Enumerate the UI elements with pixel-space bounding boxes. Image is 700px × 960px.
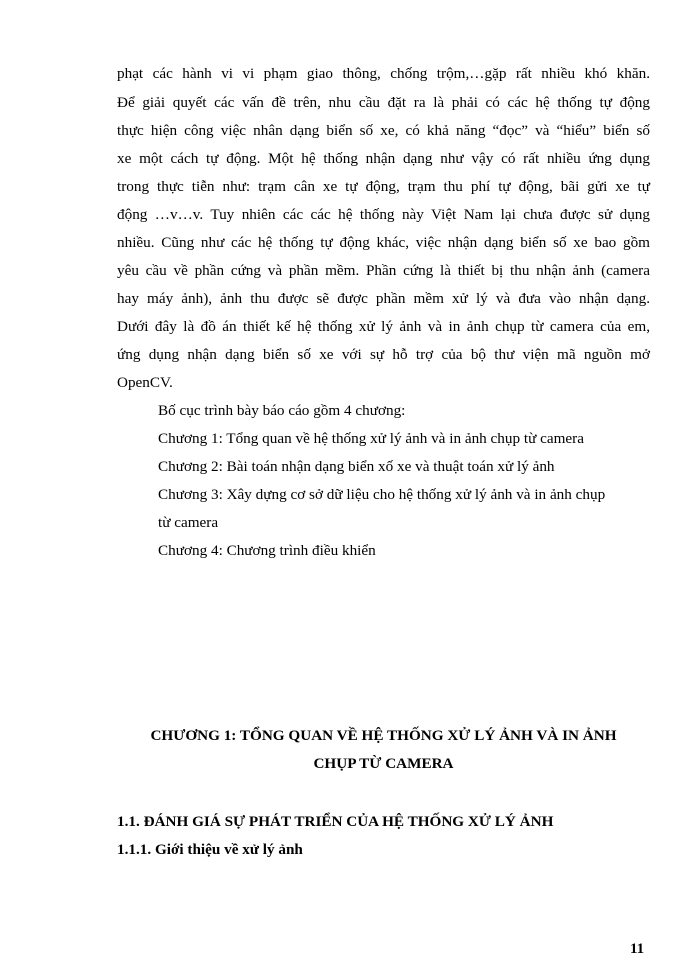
chapter-list-item: Chương 4: Chương trình điều khiển [158, 542, 376, 559]
chapter-title-line: CHỤP TỪ CAMERA [313, 755, 454, 772]
body-text-line: ứng dụng nhận dạng biển số xe với sự hỗ trợ của bộ thư viện mã nguồn mở [117, 346, 650, 363]
outline-intro: Bố cục trình bày báo cáo gồm 4 chương: [158, 402, 406, 419]
body-text-line: động …v…v. Tuy nhiên các các hệ thống này Việt Nam lại chưa được sử dụng [117, 206, 650, 223]
body-text-line: thực hiện công việc nhân dạng biển số xe, có khả năng “đọc” và “hiểu” biển số [117, 122, 650, 139]
chapter-list-item: Chương 1: Tổng quan về hệ thống xử lý ảnh và in ảnh chụp từ camera [158, 430, 584, 447]
chapter-list-item: Chương 2: Bài toán nhận dạng biển xố xe và thuật toán xử lý ảnh [158, 458, 555, 475]
body-text-line: phạt các hành vi vi phạm giao thông, chống trộm,…gặp rất nhiều khó khăn. [117, 65, 650, 82]
body-text-line: Để giải quyết các vấn đề trên, nhu cầu đặt ra là phải có các hệ thống tự động [117, 94, 650, 111]
body-text-line: Dưới đây là đồ án thiết kế hệ thống xử lý ảnh và in ảnh chụp từ camera của em, [117, 318, 650, 335]
body-text-line: hay máy ảnh), ảnh thu được sẽ được phần mềm xử lý và đưa vào nhận dạng. [117, 290, 650, 307]
body-text-line: yêu cầu về phần cứng và phần mềm. Phần cứng là thiết bị thu nhận ảnh (camera [117, 262, 650, 279]
section-heading: 1.1. ĐÁNH GIÁ SỰ PHÁT TRIỂN CỦA HỆ THỐNG XỬ LÝ ẢNH [117, 813, 554, 830]
chapter-list-item: Chương 3: Xây dựng cơ sở dữ liệu cho hệ thống xử lý ảnh và in ảnh chụp [158, 486, 606, 503]
body-text-line: xe một cách tự động. Một hệ thống nhận dạng như vậy có rất nhiều ứng dụng [117, 150, 650, 167]
subsection-heading: 1.1.1. Giới thiệu về xử lý ảnh [117, 841, 303, 858]
body-text-line: trong thực tiễn như: trạm cân xe tự động, trạm thu phí tự động, bãi gửi xe tự [117, 178, 650, 195]
chapter-list-item-continued: từ camera [158, 514, 219, 531]
chapter-title-line: CHƯƠNG 1: TỔNG QUAN VỀ HỆ THỐNG XỬ LÝ ẢNH VÀ IN ẢNH [150, 727, 617, 744]
page-number: 11 [630, 941, 645, 957]
body-text-line: OpenCV. [117, 374, 173, 391]
body-text-line: nhiều. Cũng như các hệ thống tự động khác, việc nhận dạng biển số xe bao gồm [117, 234, 650, 251]
